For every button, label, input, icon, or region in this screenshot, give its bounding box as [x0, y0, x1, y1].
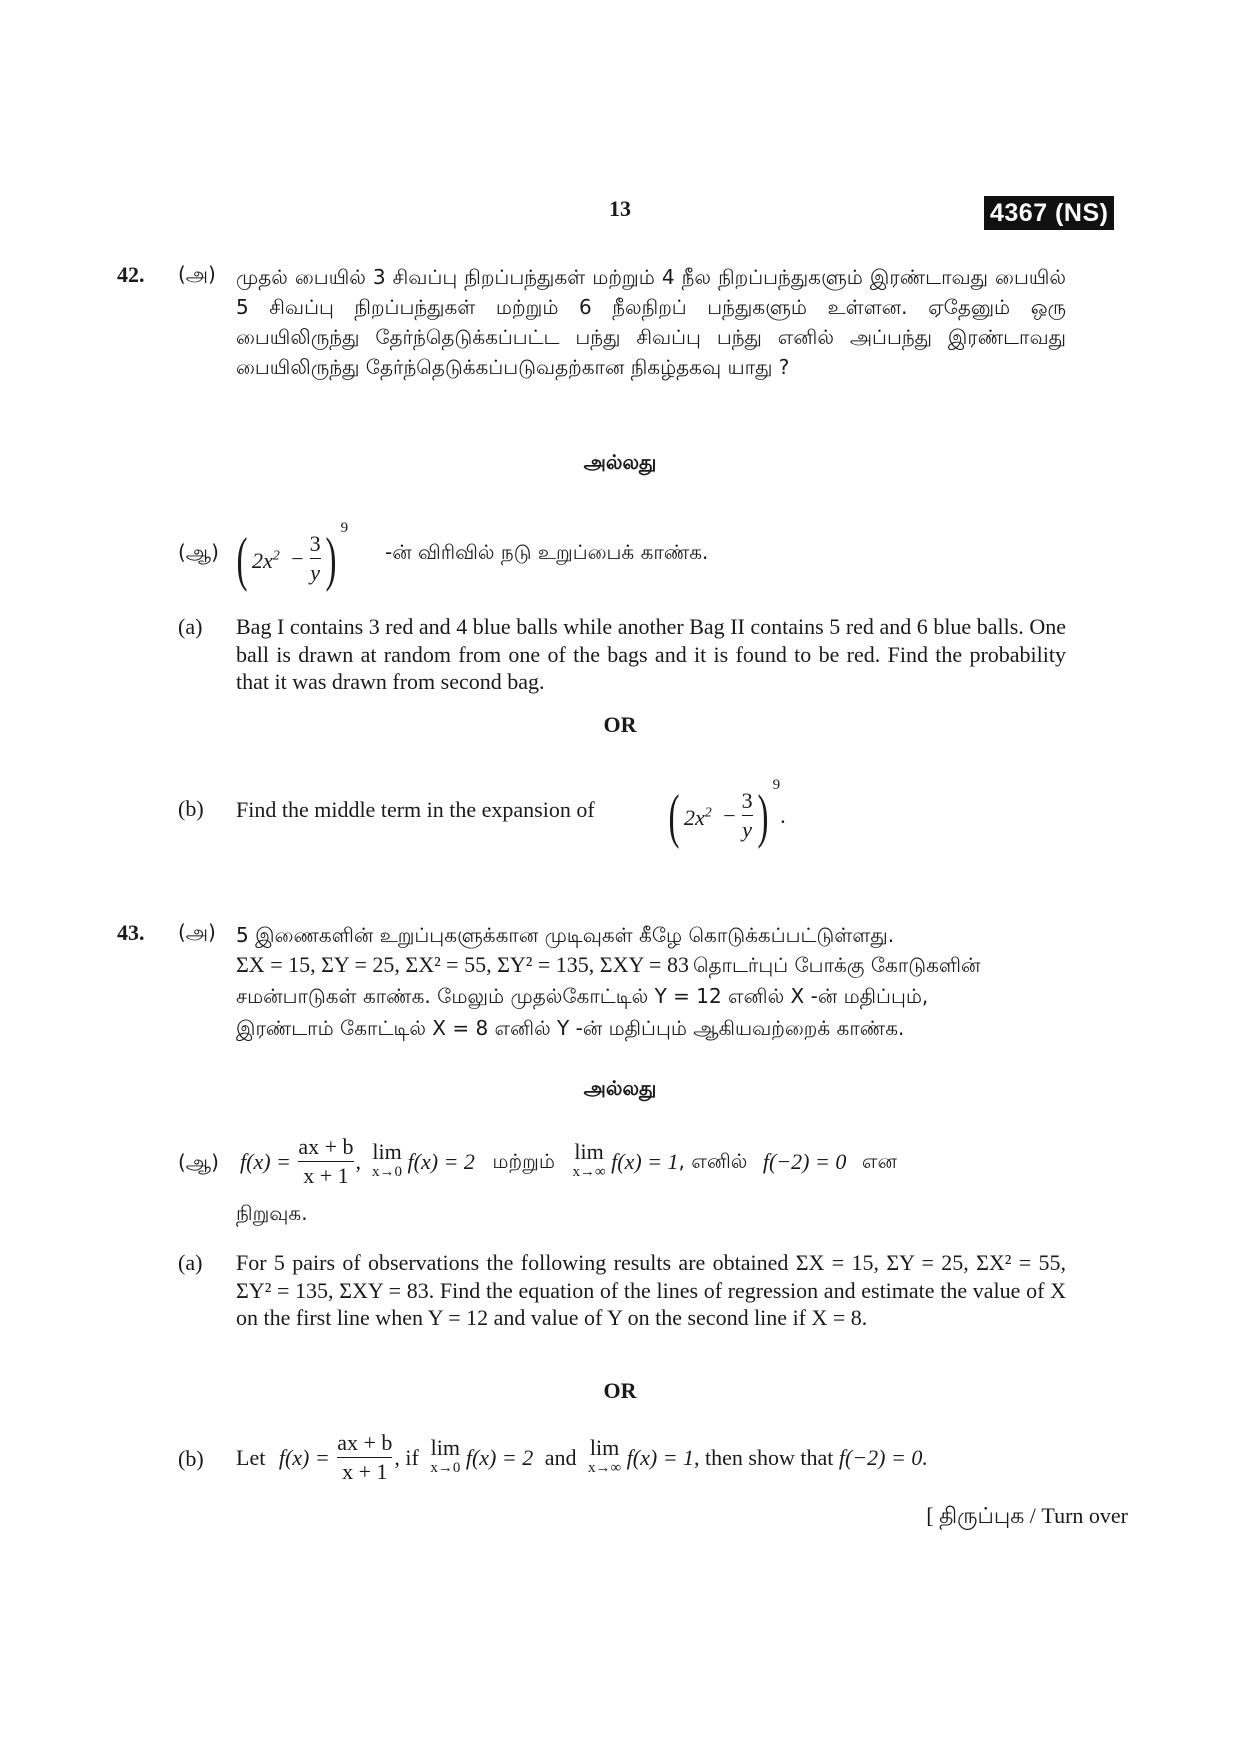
question-text: Find the middle term in the expansion of [236, 797, 595, 822]
tamil-question-text: இரண்டாம் கோட்டில் X = 8 எனில் Y -ன் மதிப்பும் ஆகியவற்றைக் காண்க. [236, 1016, 905, 1040]
limit-condition: Let f(x) = $\frac{ax + b}{x + 1}$ , if lim x→0 f(x) = 2 and lim x→∞ f(x) = 1, then show that f(−2) = 0. [236, 1430, 928, 1484]
option-label: (a) [178, 614, 203, 639]
option-label: (b) [178, 1446, 204, 1471]
tamil-question-text: ΣX = 15, ΣY = 25, ΣX² = 55, ΣY² = 135, ΣXY = 83 தொடர்புப் போக்கு கோடுகளின் [236, 952, 981, 977]
tamil-option-label: (ஆ) [178, 1150, 219, 1174]
question-text: For 5 pairs of observations the following results are obtained ΣX = 15, ΣY = 25, ΣX² = 55, ΣY² = 135, ΣXY = 83. Find the equation of the lines of regression and estimate the value of X on the first line when Y = 12 and value of Y on the second line if X = 8. [236, 1250, 1066, 1330]
binomial-expression: ( $2x^2$ − $\frac{3}{y}$ ) $^9$. [668, 777, 786, 849]
limit-condition-tamil: f(x) = $\frac{ax + b}{x + 1}$ , lim x→0 f(x) = 2 மற்றும் lim x→∞ f(x) = 1, எனில் f(−2) = 0 என [240, 1134, 897, 1188]
option-label: (b) [178, 796, 204, 821]
tamil-question-text: முதல் பையில் 3 சிவப்பு நிறப்பந்துகள் மற்றும் 4 நீல நிறப்பந்துகளும் இரண்டாவது பையில் 5 சிவப்பு நிறப்பந்துகள் மற்றும் 6 நீலநிறப் பந்துகளும் உள்ளன. ஏதேனும் ஒரு பையிலிருந்து தேர்ந்தெடுக்கப்பட்ட பந்து சிவப்பு பந்து எனில் அப்பந்து இரண்டாவது பையிலிருந்து தேர்ந்தெடுக்கப்படுவதற்கான நிகழ்தகவு யாது ? [236, 265, 1066, 379]
tamil-question-text: சமன்பாடுகள் காண்க. மேலும் முதல்கோட்டில் Y = 12 எனில் X -ன் மதிப்பும், [236, 984, 929, 1008]
tamil-question-text: 5 இணைகளின் உறுப்புகளுக்கான முடிவுகள் கீழே கொடுக்கப்பட்டுள்ளது. [236, 923, 895, 947]
or-separator: OR [603, 712, 637, 737]
binomial-expression: ( $2x^2$ − $\frac{3}{y}$ ) $^9$ [236, 520, 349, 592]
tamil-question-text: -ன் விரிவில் நடு உறுப்பைக் காண்க. [385, 540, 709, 564]
option-label: (a) [178, 1250, 203, 1275]
question-text: Bag I contains 3 red and 4 blue balls while another Bag II contains 5 red and 6 blue balls. One ball is drawn at random from one of the bags and it is found to be red. Find the probability that it was drawn from second bag. [236, 614, 1066, 694]
question-number: 43. [117, 920, 145, 945]
page-number: 13 [609, 196, 631, 221]
or-separator-tamil: அல்லது [583, 1076, 657, 1100]
tamil-option-label: (அ) [178, 262, 216, 286]
or-separator-tamil: அல்லது [583, 450, 657, 474]
paper-code-badge: 4367 (NS) [984, 196, 1114, 230]
tamil-option-label: (அ) [178, 920, 216, 944]
or-separator: OR [603, 1378, 637, 1403]
question-number: 42. [117, 262, 145, 287]
tamil-question-text: நிறுவுக. [236, 1201, 308, 1225]
tamil-option-label: (ஆ) [178, 540, 219, 564]
turn-over-note: [ திருப்புக / Turn over [926, 1503, 1128, 1528]
